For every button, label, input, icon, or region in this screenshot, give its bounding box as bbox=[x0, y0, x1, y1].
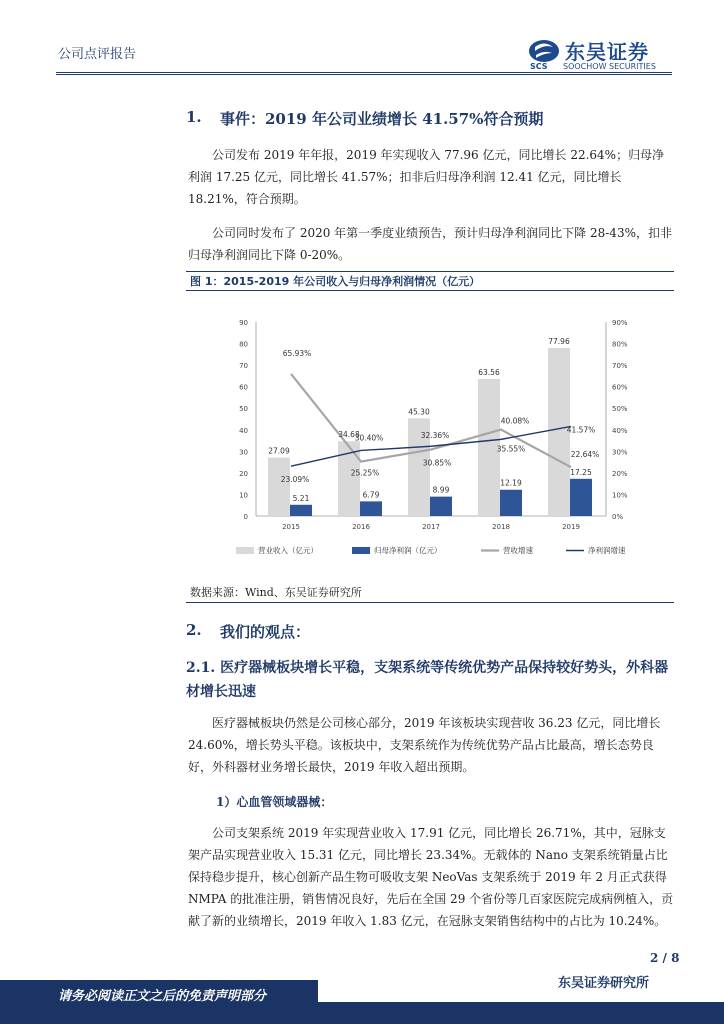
bar-value-label: 8.99 bbox=[432, 485, 450, 495]
bar-net-profit bbox=[570, 479, 592, 516]
logo-english: SOOCHOW SECURITIES bbox=[563, 62, 656, 71]
figure1-caption-bar bbox=[186, 271, 674, 291]
figure1-source: 数据来源：Wind、东吴证券研究所 bbox=[190, 586, 362, 599]
line-value-label: 30.85% bbox=[422, 458, 452, 468]
subsection-2-1-title: 医疗器械板块增长平稳，支架系统等传统优势产品保持较好势头，外科器材增长迅速 bbox=[186, 660, 669, 700]
y-right-tick-label: 0% bbox=[612, 513, 624, 521]
section2-title: 我们的观点： bbox=[220, 623, 311, 641]
bar-value-label: 34.68 bbox=[338, 430, 360, 440]
y-right-tick-label: 90% bbox=[612, 319, 628, 327]
bar-value-label: 77.96 bbox=[548, 336, 570, 346]
chart-legend bbox=[236, 545, 626, 555]
bar-net-profit bbox=[290, 505, 312, 516]
x-tick-label: 2018 bbox=[492, 523, 510, 531]
bar-value-label: 17.25 bbox=[570, 467, 592, 477]
section1-paragraph-1: 公司发布 2019 年年报，2019 年实现收入 77.96 亿元，同比增长 22.64%；归母净利润 17.25 亿元，同比增长 41.57%；扣非后归母净利润 12.41 亿元，同比增长 18.21%，符合预期。 bbox=[188, 148, 665, 206]
legend-label: 营收增速 bbox=[503, 546, 533, 555]
y-right-tick-label: 40% bbox=[612, 426, 628, 435]
line-value-label: 23.09% bbox=[280, 475, 310, 485]
line-value-label: 22.64% bbox=[570, 450, 600, 460]
logo-mark-text: SCS bbox=[530, 62, 548, 71]
line-value-label: 40.08% bbox=[500, 416, 530, 426]
legend-label: 归母净利润（亿元） bbox=[374, 546, 442, 555]
y-left-tick-label: 50 bbox=[239, 405, 248, 414]
company-logo bbox=[527, 38, 677, 72]
bar-net-profit bbox=[500, 490, 522, 516]
line-value-label: 25.25% bbox=[350, 468, 380, 478]
section1-title: 事件：2019 年公司业绩增长 41.57%符合预期 bbox=[220, 110, 544, 128]
revenue-profit-chart bbox=[226, 308, 646, 568]
bar-net-profit bbox=[430, 497, 452, 516]
page-number: 2 / 8 bbox=[650, 951, 680, 965]
bar-value-label: 27.09 bbox=[268, 446, 290, 456]
legend-swatch bbox=[236, 547, 254, 554]
y-left-tick-label: 80 bbox=[239, 340, 248, 349]
x-tick-label: 2015 bbox=[282, 523, 300, 531]
y-right-tick-label: 70% bbox=[612, 362, 628, 371]
y-left-tick-label: 20 bbox=[239, 469, 248, 478]
y-right-tick-label: 10% bbox=[612, 491, 628, 500]
line-value-label: 41.57% bbox=[566, 425, 596, 435]
y-right-tick-label: 60% bbox=[612, 383, 628, 392]
y-right-tick-label: 80% bbox=[612, 340, 628, 349]
bar-value-label: 6.79 bbox=[362, 490, 380, 500]
x-tick-label: 2017 bbox=[422, 523, 440, 531]
y-right-tick-label: 20% bbox=[612, 469, 628, 478]
logo-chinese: 东吴证券 bbox=[565, 40, 649, 64]
y-right-tick-label: 50% bbox=[612, 405, 628, 414]
subsubsection-heading: 1）心血管领域器械： bbox=[216, 795, 333, 809]
footer-notch bbox=[318, 980, 724, 1002]
y-left-tick-label: 90 bbox=[239, 319, 248, 327]
section1-heading bbox=[186, 108, 544, 128]
y-left-tick-label: 70 bbox=[239, 362, 248, 371]
y-left-tick-label: 10 bbox=[239, 491, 248, 500]
legend-swatch bbox=[352, 547, 370, 554]
x-tick-label: 2019 bbox=[562, 523, 580, 531]
line-value-label: 32.36% bbox=[420, 431, 450, 441]
subsection-2-1-heading bbox=[186, 656, 676, 704]
section2-heading bbox=[186, 621, 311, 641]
x-tick-label: 2016 bbox=[352, 523, 370, 531]
section1-paragraph-2: 公司同时发布了 2020 年第一季度业绩预告，预计归母净利润同比下降 28-43%，扣非归母净利润同比下降 0-20%。 bbox=[188, 226, 672, 262]
y-left-tick-label: 60 bbox=[239, 383, 248, 392]
subsection-2-1-paragraph: 医疗器械板块仍然是公司核心部分，2019 年该板块实现营收 36.23 亿元，同比增长 24.60%，增长势头平稳。该板块中，支架系统作为传统优势产品占比最高，增长态势良好，外科器材业务增长最快，2019 年收入超出预期。 bbox=[188, 716, 661, 774]
section2-number: 2. bbox=[186, 621, 202, 639]
line-value-label: 30.40% bbox=[354, 433, 384, 443]
figure1-bottom-rule bbox=[186, 602, 674, 603]
legend-label: 营业收入（亿元） bbox=[258, 546, 318, 555]
section1-number: 1. bbox=[186, 108, 202, 126]
bar-revenue bbox=[268, 458, 290, 516]
bar-value-label: 5.21 bbox=[292, 493, 310, 503]
line-value-label: 35.55% bbox=[496, 444, 526, 454]
subsubsection-paragraph: 公司支架系统 2019 年实现营业收入 17.91 亿元，同比增长 26.71%，其中，冠脉支架产品实现营业收入 15.31 亿元，同比增长 23.34%。无载体的 Nano 支架系统销量占比保持稳步提升，核心创新产品生物可吸收支架 NeoVas 支架系统于 2019 年 2 月正式获得 NMPA 的批准注册，销售情况良好，先后在全国 29 个省份等几百家医院完成病例植入，贡献了新的业绩增长，2019 年收入 1.83 亿元，在冠脉支架销售结构中的占比为 10.24%。 bbox=[188, 826, 674, 928]
bar-value-label: 45.30 bbox=[408, 407, 430, 417]
legend-label: 净利润增速 bbox=[588, 546, 626, 555]
header-divider-2 bbox=[56, 74, 672, 75]
bar-value-label: 63.56 bbox=[478, 367, 500, 377]
figure1-title: 图 1：2015-2019 年公司收入与归母净利润情况（亿元） bbox=[190, 275, 481, 288]
y-left-tick-label: 0 bbox=[243, 513, 248, 521]
footer-institute: 东吴证券研究所 bbox=[558, 976, 650, 991]
footer-disclaimer: 请务必阅读正文之后的免责声明部分 bbox=[58, 989, 267, 1004]
y-left-tick-label: 30 bbox=[239, 448, 248, 457]
y-left-tick-label: 40 bbox=[239, 426, 248, 435]
bar-net-profit bbox=[360, 501, 382, 516]
report-type-label: 公司点评报告 bbox=[58, 47, 137, 62]
line-value-label: 65.93% bbox=[282, 348, 312, 358]
header-divider bbox=[56, 72, 672, 73]
bar-value-label: 12.19 bbox=[500, 478, 522, 488]
y-right-tick-label: 30% bbox=[612, 448, 628, 457]
subsection-2-1-number: 2.1. bbox=[186, 660, 216, 676]
